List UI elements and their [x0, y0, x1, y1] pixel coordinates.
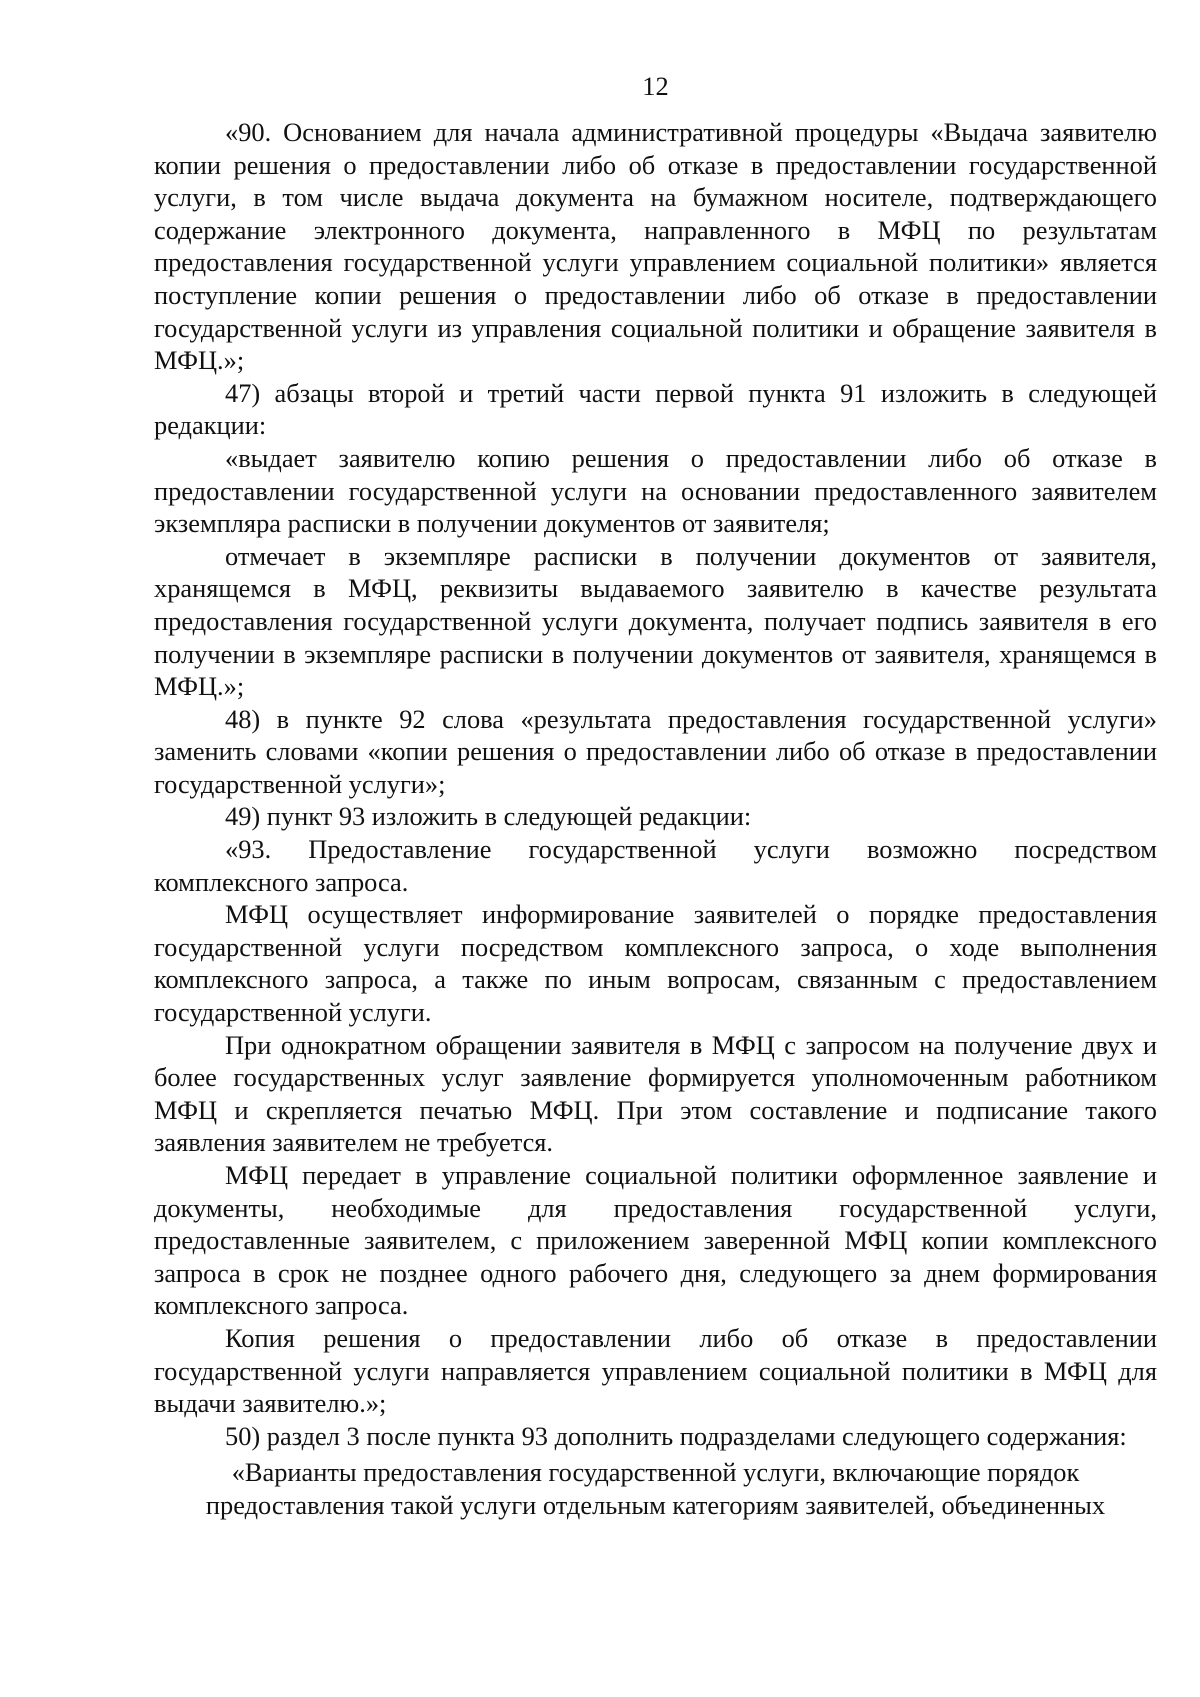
- page-number: 12: [642, 71, 669, 101]
- paragraph-mfc-transfers: МФЦ передает в управление социальной политики оформленное заявление и документы, необходимые для предоставления государственной услуги, предоставленные заявителем, с приложением заверенной МФЦ копии комплексного запроса в срок не позднее одного рабочего дня, следующего за днем формирования комплексного запроса.: [154, 1160, 1157, 1321]
- paragraph-item-50: 50) раздел 3 после пункта 93 дополнить подразделами следующего содержания:: [225, 1420, 1127, 1451]
- paragraph-93: «93. Предоставление государственной услуги возможно посредством комплексного запроса.: [154, 834, 1157, 897]
- paragraph-item-47: 47) абзацы второй и третий части первой пункта 91 изложить в следующей редакции:: [154, 377, 1157, 441]
- subsection-heading-line: «Варианты предоставления государственной услуги, включающие порядок: [231, 1457, 1080, 1488]
- paragraph-mfc-informing: МФЦ осуществляет информирование заявителей о порядке предоставления государственной услуги посредством комплексного запроса, о ходе выполнения комплексного запроса, а также по иным вопросам, связанным с предоставлением государственной услуги.: [154, 899, 1157, 1028]
- paragraph-item-49: 49) пункт 93 изложить в следующей редакции:: [225, 801, 752, 832]
- paragraph-single-request: При однократном обращении заявителя в МФЦ с запросом на получение двух и более государственных услуг заявление формируется уполномоченным работником МФЦ и скрепляется печатью МФЦ. При этом составление и подписание такого заявления заявителем не требуется.: [154, 1029, 1157, 1158]
- subsection-heading: [154, 1456, 1157, 1521]
- document-page: [154, 70, 1157, 1522]
- paragraph-issue-copy: «выдает заявителю копию решения о предоставлении либо об отказе в предоставлении государственной услуги на основании предоставленного заявителем экземпляра расписки в получении документов от заявителя;: [154, 442, 1157, 539]
- paragraph-mark-receipt: отмечает в экземпляре расписки в получении документов от заявителя, хранящемся в МФЦ, реквизиты выдаваемого заявителю в качестве результата предоставления государственной услуги документа, получает подпись заявителя в его получении в экземпляре расписки в получении документов от заявителя, хранящемся в МФЦ.»;: [154, 540, 1157, 702]
- subsection-heading-line: предоставления такой услуги отдельным категориям заявителей, объединенных: [205, 1489, 1106, 1520]
- paragraph-item-48: 48) в пункте 92 слова «результата предоставления государственной услуги» заменить словами «копии решения о предоставлении либо об отказе в предоставлении государственной услуги»;: [154, 703, 1157, 799]
- paragraph-decision-copy: Копия решения о предоставлении либо об отказе в предоставлении государственной услуги направляется управлением социальной политики в МФЦ для выдачи заявителю.»;: [154, 1322, 1157, 1419]
- paragraph-90: «90. Основанием для начала административной процедуры «Выдача заявителю копии решения о предоставлении либо об отказе в предоставлении государственной услуги, в том числе выдача документа на бумажном носителе, подтверждающего содержание электронного документа, направленного в МФЦ по результатам предоставления государственной услуги управлением социальной политики» является поступление копии решения о предоставлении либо об отказе в предоставлении государственной услуги из управления социальной политики и обращение заявителя в МФЦ.»;: [154, 117, 1157, 376]
